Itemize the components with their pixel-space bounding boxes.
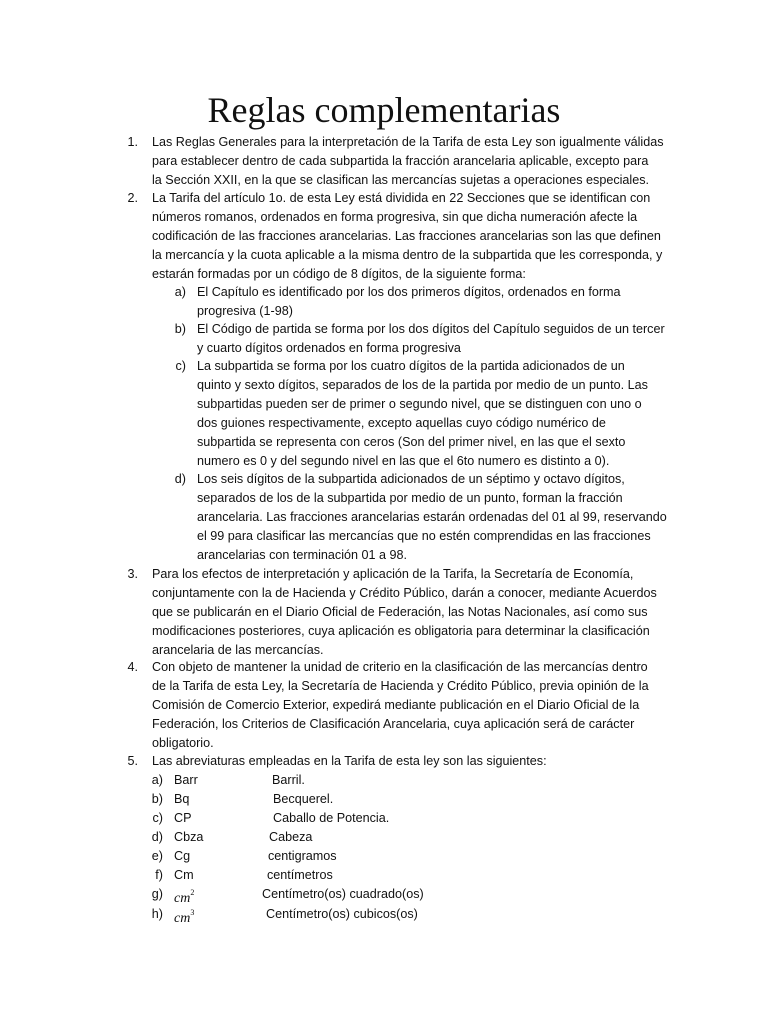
- subrule-c: [0, 357, 768, 471]
- subrule-line: El Capítulo es identificado por los dos primeros dígitos, ordenados en forma: [197, 285, 621, 299]
- abbreviation-row: [0, 847, 768, 866]
- rule-line: Con objeto de mantener la unidad de criterio en la clasificación de las mercancías dentro: [152, 660, 648, 674]
- subrule-b: [0, 320, 768, 358]
- abbreviation-code-exponent: 3: [190, 908, 195, 917]
- document-title: Reglas complementarias: [207, 90, 561, 130]
- rule-line: Federación, los Criterios de Clasificación Arancelaria, cuya aplicación será de carácter: [152, 716, 635, 731]
- rule-line: la Sección XXII, en la que se clasifican las mercancías sujetas a operaciones especiales.: [152, 172, 650, 187]
- subrule-line: subpartida se representa con ceros (Son del primer nivel, en las que el sexto: [197, 434, 626, 449]
- abbreviation-code-base: cm: [174, 911, 191, 926]
- subrule-line: quinto y sexto dígitos, separados de los de la partida por medio de un punto. Las: [197, 377, 648, 392]
- abbreviation-letter: a): [151, 773, 163, 787]
- abbreviation-list: [0, 771, 768, 931]
- subrule-line: progresiva (1-98): [197, 303, 293, 318]
- abbreviation-meaning: centímetros: [267, 868, 333, 882]
- abbreviation-letter: g): [151, 887, 163, 901]
- rule-line: Para los efectos de interpretación y aplicación de la Tarifa, la Secretaría de Economía,: [152, 567, 634, 581]
- rule-line: la mercancía y la cuota aplicable a la misma dentro de la subpartida que les corresponda, y: [152, 247, 663, 262]
- abbreviation-row: [0, 771, 768, 790]
- subrule-line: arancelarias con terminación 01 a 98.: [197, 547, 408, 562]
- rule-number: 2.: [127, 191, 138, 205]
- abbreviation-code: Cm: [174, 868, 194, 882]
- rule-line: La Tarifa del artículo 1o. de esta Ley está dividida en 22 Secciones que se identifican con: [152, 191, 651, 205]
- rule-line: conjuntamente con la de Hacienda y Crédito Público, darán a conocer, mediante Acuerdos: [152, 585, 657, 600]
- subrule-line: arancelaria. Las fracciones arancelarias estarán ordenadas del 01 al 99, reservando: [197, 509, 667, 524]
- rule-item-1: [0, 133, 768, 191]
- subrule-d: [0, 470, 768, 565]
- abbreviation-code: Bq: [174, 792, 190, 806]
- abbreviation-letter: c): [152, 811, 163, 825]
- subrule-letter: b): [174, 322, 186, 336]
- rule-number: 1.: [127, 135, 138, 149]
- abbreviation-row: [0, 828, 768, 847]
- subrule-a: [0, 283, 768, 321]
- abbreviation-meaning: Cabeza: [269, 830, 313, 844]
- abbreviation-row: [0, 885, 768, 905]
- subrule-line: Los seis dígitos de la subpartida adicionados de un séptimo y octavo dígitos,: [197, 472, 625, 486]
- abbreviation-code-exponent: 2: [190, 888, 195, 897]
- abbreviation-row: [0, 809, 768, 828]
- abbreviation-meaning: centigramos: [268, 849, 337, 863]
- rule-line: Comisión de Comercio Exterior, expedirá mediante publicación en el Diario Oficial de la: [152, 697, 640, 712]
- abbreviation-code: CP: [174, 811, 192, 825]
- abbreviation-meaning: Becquerel.: [273, 792, 334, 806]
- rule-number: 5.: [127, 754, 138, 768]
- abbreviation-meaning: Centímetro(os) cubicos(os): [266, 907, 418, 921]
- abbreviation-code: [174, 904, 194, 929]
- rule-line: Las abreviaturas empleadas en la Tarifa de esta ley son las siguientes:: [152, 754, 547, 768]
- subrule-letter: d): [174, 472, 186, 486]
- rule-line: estarán formadas por un código de 8 dígitos, de la siguiente forma:: [152, 266, 526, 281]
- abbreviation-letter: e): [151, 849, 163, 863]
- abbreviation-code: Barr: [174, 773, 198, 787]
- rule-line: para establecer dentro de cada subpartida la fracción arancelaria aplicable, excepto para: [152, 153, 649, 168]
- abbreviation-letter: f): [155, 868, 163, 882]
- abbreviation-row: [0, 866, 768, 885]
- rule-line: Las Reglas Generales para la interpretación de la Tarifa de esta Ley son igualmente válidas: [152, 135, 664, 149]
- abbreviation-letter: b): [151, 792, 163, 806]
- abbreviation-meaning: Caballo de Potencia.: [273, 811, 390, 825]
- rule-line: modificaciones posteriores, cuya aplicación es obligatoria para determinar la clasificación: [152, 623, 650, 638]
- subrule-line: subpartidas pueden ser de primer o segundo nivel, que se distinguen con uno o: [197, 396, 642, 411]
- abbreviation-row: [0, 790, 768, 809]
- abbreviation-letter: h): [151, 907, 163, 921]
- rule-line: obligatorio.: [152, 735, 214, 750]
- rule-line: que se publicarán en el Diario Oficial de Federación, las Notas Nacionales, así como sus: [152, 604, 648, 619]
- rule-line: de la Tarifa de esta Ley, la Secretaría de Hacienda y Crédito Público, previa opinión de la: [152, 678, 649, 693]
- subrule-line: y cuarto dígitos ordenados en forma progresiva: [197, 340, 461, 355]
- subrule-line: el 99 para clasificar las mercancías que no estén comprendidas en las fracciones: [197, 528, 651, 543]
- abbreviation-code: Cg: [174, 849, 191, 863]
- rule-number: 4.: [127, 660, 138, 674]
- abbreviation-meaning: Centímetro(os) cuadrado(os): [262, 887, 424, 901]
- abbreviation-row: [0, 905, 768, 925]
- subrule-line: separados de los de la subpartida por medio de un punto, forman la fracción: [197, 490, 623, 505]
- rule-item-3: [0, 565, 768, 660]
- subrule-letter: a): [174, 285, 186, 299]
- rule-item-4: [0, 658, 768, 753]
- rule-line: números romanos, ordenados en forma progresiva, sin que dicha numeración afecte la: [152, 209, 638, 224]
- subrule-line: dos guiones respectivamente, excepto aquellas cuyo código numérico de: [197, 415, 606, 430]
- rule-line: codificación de las fracciones arancelarias. Las fracciones arancelarias son las que definen: [152, 228, 661, 243]
- rule-item-2: [0, 189, 768, 284]
- rule-item-5: [0, 752, 768, 772]
- subrule-line: La subpartida se forma por los cuatro dígitos de la partida adicionados de un: [197, 359, 625, 373]
- rule-number: 3.: [127, 567, 138, 581]
- rule-line: arancelaria de las mercancías.: [152, 642, 324, 657]
- abbreviation-code-base: cm: [174, 891, 191, 906]
- subrule-line: El Código de partida se forma por los dos dígitos del Capítulo seguidos de un tercer: [197, 322, 665, 336]
- abbreviation-code: Cbza: [174, 830, 204, 844]
- abbreviation-letter: d): [151, 830, 163, 844]
- abbreviation-meaning: Barril.: [272, 773, 305, 787]
- subrule-letter: c): [175, 359, 186, 373]
- subrule-line: numero es 0 y del segundo nivel en las que el 6to numero es distinto a 0).: [197, 453, 610, 468]
